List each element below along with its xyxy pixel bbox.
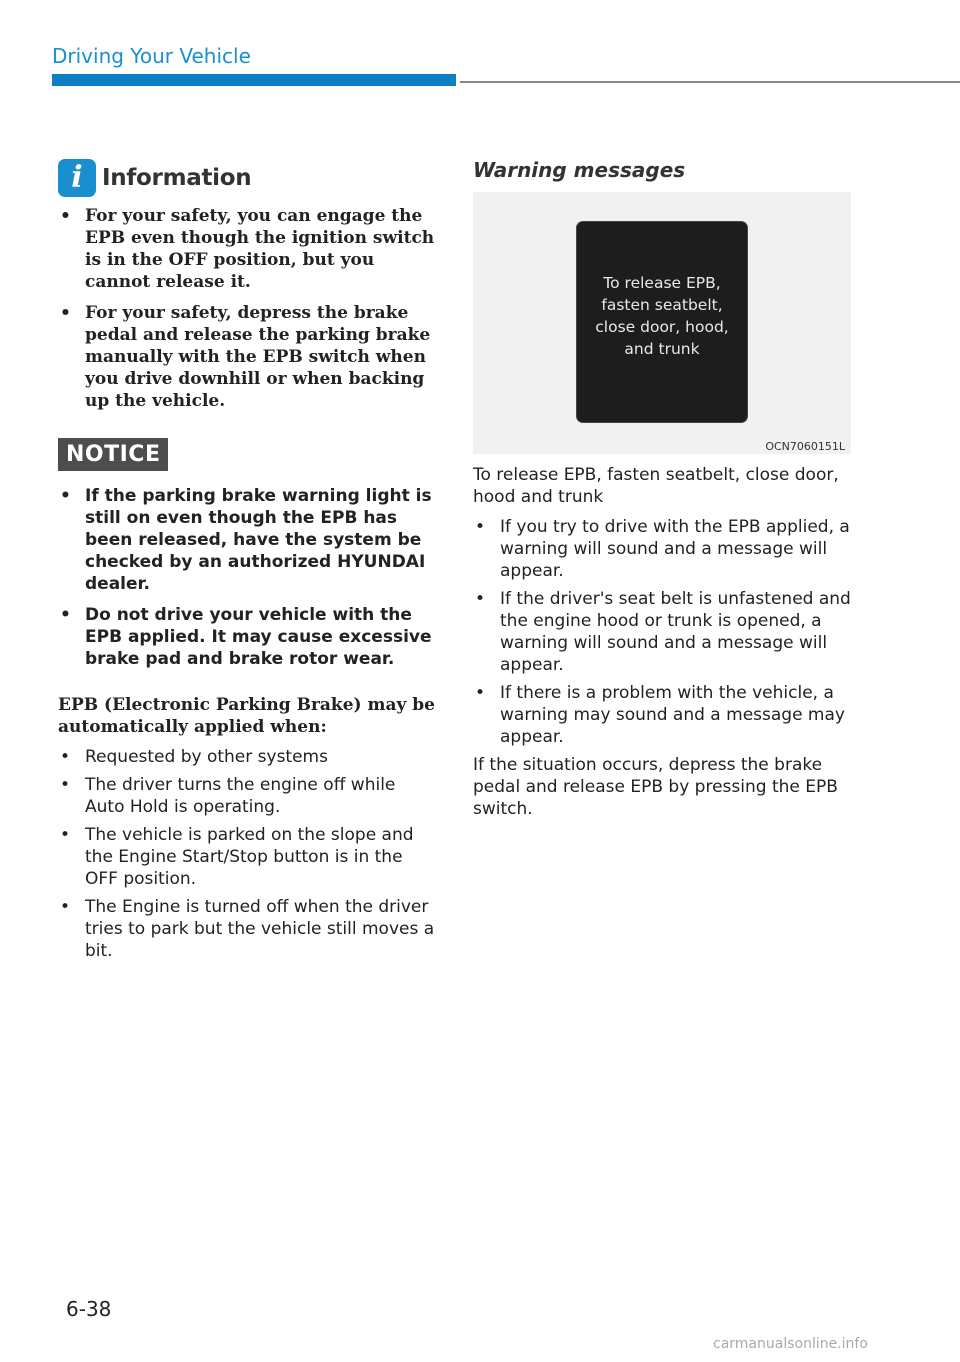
page-number: 6-38: [66, 1297, 112, 1321]
notice-item: • If the parking brake warning light is still on even though the EPB has been released, have the system be checked by an authorized HYUNDAI dealer.: [58, 485, 438, 595]
epb-auto-item: • The Engine is turned off when the driver tries to park but the vehicle still moves a bit.: [58, 896, 438, 962]
watermark: carmanualsonline.info: [713, 1336, 868, 1352]
page-header-title: Driving Your Vehicle: [52, 44, 251, 68]
cluster-message-line: close door, hood,: [595, 318, 729, 336]
left-column: [58, 155, 438, 968]
notice-badge: NOTICE: [58, 438, 168, 471]
figure-code: OCN7060151L: [765, 440, 845, 453]
information-list: [58, 205, 438, 412]
header-rule-accent: [52, 74, 456, 86]
information-item: • For your safety, depress the brake pedal and release the parking brake manually with the EPB switch when you drive downhill or when backing up the vehicle.: [58, 302, 438, 412]
warning-figure: [473, 192, 851, 454]
info-icon: i: [58, 159, 96, 197]
epb-auto-list: [58, 746, 438, 962]
warning-closing-text: If the situation occurs, depress the brake pedal and release EPB by pressing the EPB switch.: [473, 755, 838, 819]
epb-auto-heading: EPB (Electronic Parking Brake) may be automatically applied when:: [58, 695, 435, 737]
cluster-message-line: and trunk: [624, 340, 700, 358]
cluster-message-line: fasten seatbelt,: [601, 296, 723, 314]
information-title: Information: [102, 165, 252, 191]
notice-item: • Do not drive your vehicle with the EPB applied. It may cause excessive brake pad and brake rotor wear.: [58, 604, 438, 670]
cluster-display: [577, 222, 747, 422]
warning-item: • If there is a problem with the vehicle, a warning may sound and a message may appear.: [473, 682, 851, 748]
epb-auto-item: • The vehicle is parked on the slope and the Engine Start/Stop button is in the OFF position.: [58, 824, 438, 890]
cluster-message: [577, 272, 747, 360]
warning-messages-title: Warning messages: [473, 158, 686, 182]
warning-list: [473, 516, 851, 748]
right-column: [473, 158, 851, 820]
epb-auto-item: • The driver turns the engine off while Auto Hold is operating.: [58, 774, 438, 818]
warning-item: • If you try to drive with the EPB applied, a warning will sound and a message will appear.: [473, 516, 851, 582]
information-header: [58, 155, 438, 201]
cluster-message-line: To release EPB,: [603, 274, 721, 292]
notice-list: [58, 485, 438, 670]
information-item: • For your safety, you can engage the EPB even though the ignition switch is in the OFF position, but you cannot release it.: [58, 205, 438, 293]
figure-caption: To release EPB, fasten seatbelt, close door, hood and trunk: [473, 465, 839, 507]
epb-auto-item: • Requested by other systems: [58, 746, 438, 768]
header-rule-divider: [460, 81, 960, 83]
warning-item: • If the driver's seat belt is unfastened and the engine hood or trunk is opened, a warning will sound and a message will appear.: [473, 588, 851, 676]
